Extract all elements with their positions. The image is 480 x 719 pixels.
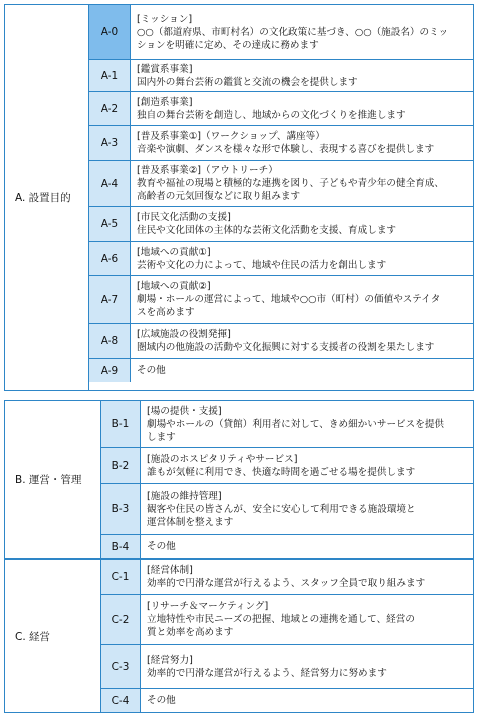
row-code: A-4 <box>89 161 131 206</box>
row-code: A-6 <box>89 242 131 275</box>
row-description <box>141 689 473 712</box>
table-row <box>101 595 473 645</box>
row-text: 観客や住民の皆さんが、安全に安心して利用できる施設環境と 運営体制を整えます <box>147 503 416 528</box>
row-heading: [地域への貢献①] <box>137 246 211 258</box>
row-code: C-1 <box>101 560 141 594</box>
row-heading: [地域への貢献②] <box>137 281 211 292</box>
row-description <box>141 595 473 644</box>
section-rows <box>101 560 473 712</box>
row-code: B-3 <box>101 484 141 534</box>
row-text: 誰もが気軽に利用でき、快適な時間を過ごせる場を提供します <box>147 466 416 478</box>
row-heading: [経営努力] <box>147 654 193 666</box>
table-row <box>89 359 473 382</box>
table-row <box>101 448 473 484</box>
row-code: B-2 <box>101 448 141 483</box>
row-description <box>131 242 473 275</box>
row-description <box>131 92 473 125</box>
row-code: B-1 <box>101 401 141 447</box>
row-text: 教育や福祉の現場と積極的な連携を図り、子どもや青少年の健全育成、 高齢者の元気回復などに取り組みます <box>137 178 444 202</box>
row-code: C-2 <box>101 595 141 644</box>
row-text: 圏域内の他施設の活動や文化振興に対する支援者の役割を果たします <box>137 342 435 353</box>
row-text: 国内外の舞台芸術の鑑賞と交流の機会を提供します <box>137 76 358 88</box>
table-row <box>101 560 473 595</box>
row-code: A-1 <box>89 60 131 91</box>
row-description <box>131 324 473 358</box>
row-description <box>131 359 473 382</box>
row-text: 効率的で円滑な運営が行えるよう、経営努力に努めます <box>147 667 387 679</box>
row-heading: [創造系事業] <box>137 96 193 108</box>
table-row <box>89 207 473 242</box>
row-description <box>131 207 473 241</box>
section-a <box>4 4 474 391</box>
row-heading: [市民文化活動の支援] <box>137 212 231 223</box>
table-row <box>89 242 473 276</box>
section-label: C. 経営 <box>5 560 101 712</box>
row-text: その他 <box>147 541 176 552</box>
row-description <box>131 60 473 91</box>
table-row <box>101 401 473 448</box>
row-code: A-9 <box>89 359 131 382</box>
row-heading: [普及系事業①]（ワークショップ、講座等） <box>137 131 325 142</box>
table-row <box>101 535 473 558</box>
row-heading: [場の提供・支援] <box>147 405 222 417</box>
row-heading: [リサーチ＆マーケティング] <box>147 601 269 612</box>
row-description <box>141 645 473 688</box>
row-description <box>131 5 473 59</box>
row-text: その他 <box>137 365 166 376</box>
row-text: 音楽や演劇、ダンスを様々な形で体験し、表現する喜びを提供します <box>137 144 435 155</box>
section-c <box>4 559 474 713</box>
row-text: 芸術や文化の力によって、地域や住民の活力を創出します <box>137 259 387 271</box>
row-text: 劇場やホールの（貸館）利用者に対して、きめ細かいサービスを提供 します <box>147 418 445 443</box>
row-description <box>141 535 473 558</box>
row-heading: [普及系事業②]（アウトリーチ） <box>137 165 278 176</box>
table-row <box>101 645 473 689</box>
row-description <box>131 276 473 323</box>
row-text: 住民や文化団体の主体的な芸術文化活動を支援、育成します <box>137 225 397 236</box>
row-description <box>141 484 473 534</box>
section-b <box>4 400 474 559</box>
row-text: 劇場・ホールの運営によって、地域や○○市（町村）の価値やステイタ スを高めます <box>137 294 441 318</box>
row-heading: [経営体制] <box>147 565 193 576</box>
row-code: A-7 <box>89 276 131 323</box>
row-text: 立地特性や市民ニーズの把握、地域との連携を通して、経営の 質と効率を高めます <box>147 614 415 638</box>
table-row <box>101 689 473 712</box>
row-code: B-4 <box>101 535 141 558</box>
section-label: A. 設置目的 <box>5 5 89 390</box>
table-row <box>101 484 473 535</box>
row-text: 独自の舞台芸術を創造し、地域からの文化づくりを推進します <box>137 109 406 121</box>
row-code: C-4 <box>101 689 141 712</box>
table-row <box>89 276 473 324</box>
row-heading: [施設の維持管理] <box>147 490 222 502</box>
row-description <box>131 161 473 206</box>
row-code: A-8 <box>89 324 131 358</box>
row-heading: [鑑賞系事業] <box>137 63 193 75</box>
table-row <box>89 324 473 359</box>
row-code: A-0 <box>89 5 131 59</box>
row-description <box>131 126 473 160</box>
row-code: A-3 <box>89 126 131 160</box>
row-code: C-3 <box>101 645 141 688</box>
section-rows <box>101 401 473 558</box>
row-text: ○○（都道府県、市町村名）の文化政策に基づき、○○（施設名）のミッ ションを明確に定め、その達成に務めます <box>137 26 449 51</box>
row-description <box>141 448 473 483</box>
table-row <box>89 60 473 92</box>
row-description <box>141 560 473 594</box>
row-heading: [施設のホスピタリティやサービス] <box>147 453 298 465</box>
row-code: A-2 <box>89 92 131 125</box>
row-description <box>141 401 473 447</box>
table-row <box>89 5 473 60</box>
row-text: その他 <box>147 695 176 706</box>
section-label: B. 運営・管理 <box>5 401 101 558</box>
row-code: A-5 <box>89 207 131 241</box>
row-text: 効率的で円滑な運営が行えるよう、スタッフ全員で取り組みます <box>147 578 426 589</box>
table-row <box>89 161 473 207</box>
row-heading: [広域施設の役割発揮] <box>137 329 231 340</box>
table-row <box>89 92 473 126</box>
table-row <box>89 126 473 161</box>
section-rows <box>89 5 473 390</box>
row-heading: [ミッション] <box>137 13 193 25</box>
